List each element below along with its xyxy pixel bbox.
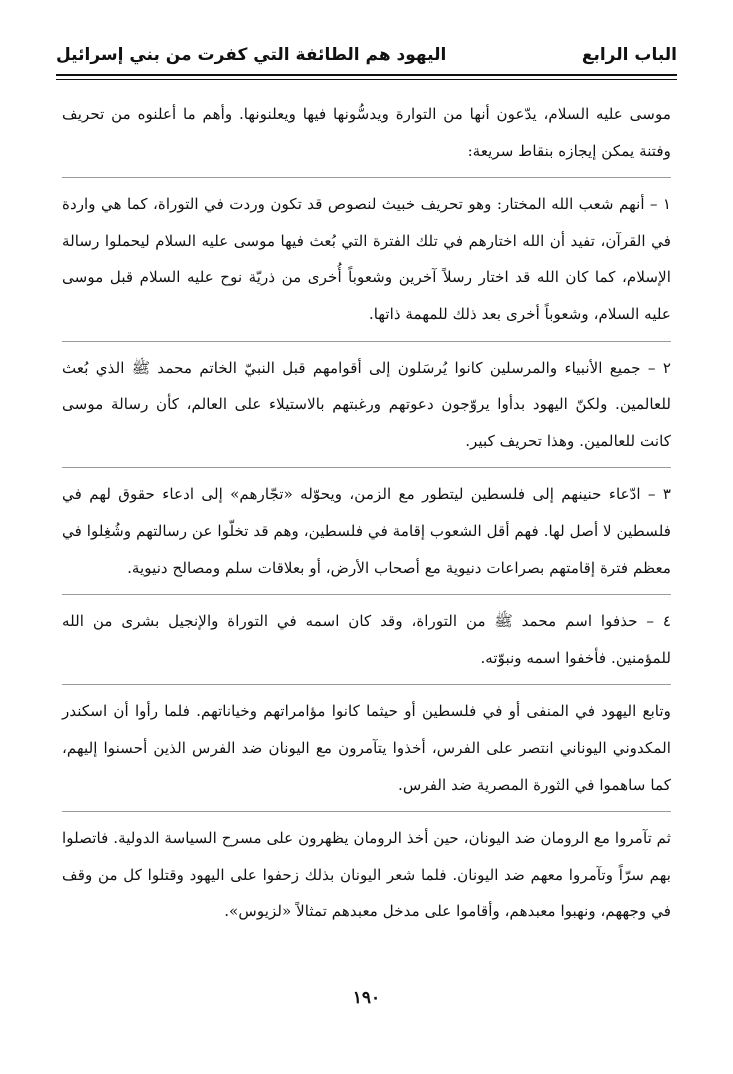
running-title: اليهود هم الطائفة التي كفرت من بني إسرائيل — [56, 45, 447, 65]
paragraph-divider — [62, 177, 671, 178]
paragraph-divider — [62, 594, 671, 595]
paragraph-divider — [62, 341, 671, 342]
paragraph-point-4: ٤ – حذفوا اسم محمد ﷺ من التوراة، وقد كان اسمه في التوراة والإنجيل بشرى من الله للمؤمنين. فأخفوا اسمه ونبوّته. — [62, 612, 671, 667]
page-number: ١٩٠ — [352, 988, 381, 1008]
running-header — [56, 38, 677, 72]
paragraph-divider — [62, 684, 671, 685]
paragraph-point-2: ٢ – جميع الأنبياء والمرسلين كانوا يُرسَلون إلى أقوامهم قبل النبيّ الخاتم محمد ﷺ الذي بُعث للعالمين. ولكنّ اليهود بدأوا يروّجون دعوتهم ورغبتهم بالاستيلاء على العالم، كأن رسالة موسى كانت للعالمين. وهذا تحريف كبير. — [62, 358, 671, 450]
paragraph-romans: ثم تآمروا مع الرومان ضد اليونان، حين أخذ الرومان يظهرون على مسرح السياسة الدولية. فاتصلوا بهم سرّاً وتآمروا معهم ضد اليونان. فلما شعر اليونان بذلك زحفوا على اليهود وقتلوا كل من وقف في وجههم، ونهبوا معبدهم، وأقاموا على مدخل معبدهم تمثالاً «لزيوس». — [62, 829, 671, 921]
paragraph-divider — [62, 811, 671, 812]
header-rule — [56, 74, 677, 80]
paragraph-point-3: ٣ – ادّعاء حنينهم إلى فلسطين ليتطور مع الزمن، ويحوّله «تجّارهم» إلى ادعاء حقوق لهم في فلسطين لا أصل لها. فهم أقل الشعوب إقامة في فلسطين، وهم قد تخلّوا عن رسالتهم وشُغِلوا في معظم فترة إقامتهم بصراعات دنيوية مع أصحاب الأرض، أو بعلاقات سلم ومصالح دنيوية. — [62, 485, 671, 577]
chapter-title: الباب الرابع — [581, 45, 677, 65]
page-body — [62, 96, 671, 930]
paragraph-divider — [62, 467, 671, 468]
paragraph-greeks: وتابع اليهود في المنفى أو في فلسطين أو حيثما كانوا مؤامراتهم وخياناتهم. فلما رأوا أن اسكندر المكدوني اليوناني انتصر على الفرس، أخذوا يتآمرون مع اليونان ضد الفرس الذين أحسنوا إليهم، كما ساهموا في الثورة المصرية ضد الفرس. — [62, 702, 671, 794]
paragraph-point-1: ١ – أنهم شعب الله المختار: وهو تحريف خبيث لنصوص قد تكون وردت في التوراة، كما هي واردة في القرآن، تفيد أن الله اختارهم في تلك الفترة التي بُعث فيها موسى عليه السلام ليحملوا رسالة الإسلام، كما كان الله قد اختار رسلاً آخرين وشعوباً أُخرى من ذريّة نوح عليه السلام قبل موسى عليه السلام، وشعوباً أخرى بعد ذلك للمهمة ذاتها. — [62, 195, 671, 323]
paragraph-intro: موسى عليه السلام، يدّعون أنها من التوارة ويدسُّونها فيها ويعلنونها. وأهم ما أعلنوه من تحريف وفتنة يمكن إيجازه بنقاط سريعة: — [62, 105, 671, 160]
